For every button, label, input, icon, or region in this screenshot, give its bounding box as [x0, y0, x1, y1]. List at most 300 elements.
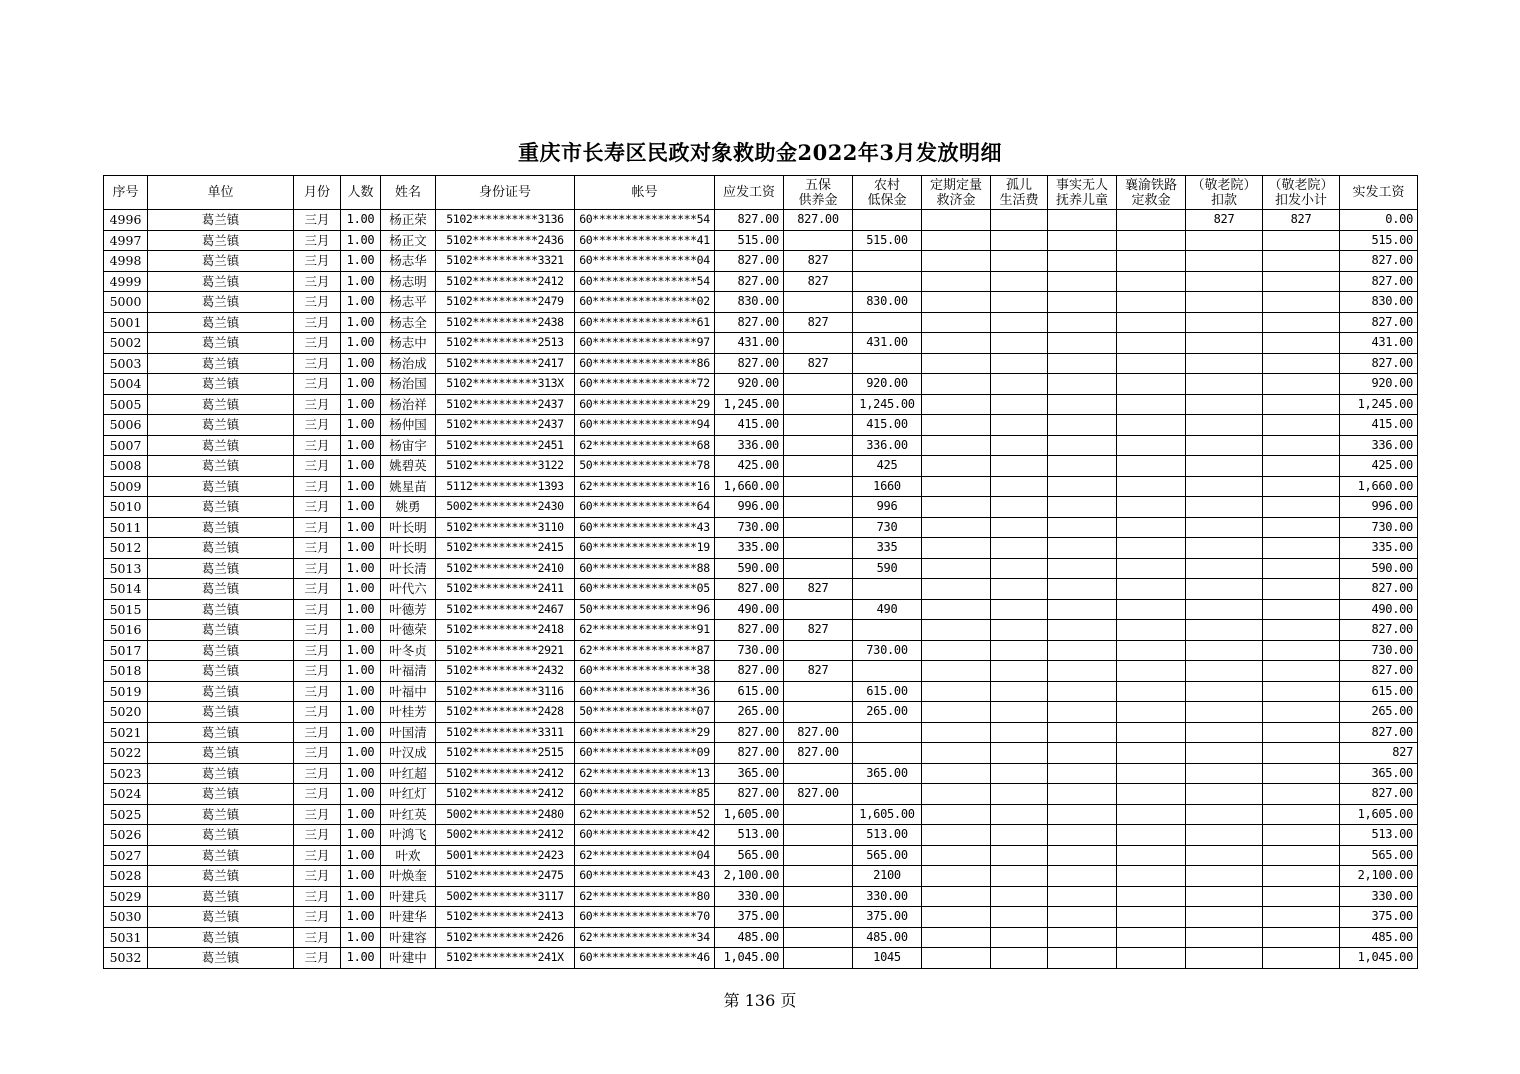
cell-seq: 5021 — [104, 722, 148, 743]
cell-count: 1.00 — [341, 333, 381, 354]
cell-count: 1.00 — [341, 722, 381, 743]
cell-account: 60****************04 — [575, 251, 715, 272]
cell-regular-relief — [922, 251, 991, 272]
cell-regular-relief — [922, 538, 991, 559]
cell-net-pay: 1,245.00 — [1340, 394, 1418, 415]
cell-railway-relief — [1117, 271, 1186, 292]
cell-account: 60****************42 — [575, 825, 715, 846]
cell-dibao: 330.00 — [853, 886, 922, 907]
table-row — [104, 702, 1418, 723]
table-row — [104, 599, 1418, 620]
cell-gross-pay: 513.00 — [715, 825, 784, 846]
cell-name: 叶桂芳 — [381, 702, 436, 723]
table-row — [104, 825, 1418, 846]
cell-regular-relief — [922, 435, 991, 456]
cell-name: 叶福清 — [381, 661, 436, 682]
cell-unsupported-child — [1048, 722, 1117, 743]
cell-count: 1.00 — [341, 476, 381, 497]
cell-account: 62****************13 — [575, 763, 715, 784]
cell-unit: 葛兰镇 — [148, 415, 294, 436]
cell-count: 1.00 — [341, 640, 381, 661]
cell-regular-relief — [922, 456, 991, 477]
cell-id-number: 5102**********2428 — [436, 702, 575, 723]
cell-unit: 葛兰镇 — [148, 374, 294, 395]
cell-net-pay: 415.00 — [1340, 415, 1418, 436]
cell-deduction-subtotal — [1263, 866, 1340, 887]
cell-account: 62****************34 — [575, 927, 715, 948]
cell-railway-relief — [1117, 743, 1186, 764]
cell-orphan — [991, 825, 1048, 846]
cell-seq: 5012 — [104, 538, 148, 559]
cell-deduction — [1186, 435, 1263, 456]
cell-unit: 葛兰镇 — [148, 681, 294, 702]
cell-deduction — [1186, 251, 1263, 272]
cell-wubao: 827 — [784, 661, 853, 682]
table-row — [104, 784, 1418, 805]
cell-id-number: 5102**********3122 — [436, 456, 575, 477]
cell-name: 叶建兵 — [381, 886, 436, 907]
cell-dibao — [853, 271, 922, 292]
cell-count: 1.00 — [341, 825, 381, 846]
table-row — [104, 640, 1418, 661]
cell-name: 叶焕奎 — [381, 866, 436, 887]
cell-gross-pay: 335.00 — [715, 538, 784, 559]
cell-regular-relief — [922, 271, 991, 292]
cell-railway-relief — [1117, 476, 1186, 497]
cell-month: 三月 — [294, 866, 341, 887]
cell-id-number: 5102**********2412 — [436, 271, 575, 292]
cell-unsupported-child — [1048, 292, 1117, 313]
cell-deduction — [1186, 353, 1263, 374]
cell-wubao — [784, 599, 853, 620]
cell-count: 1.00 — [341, 210, 381, 231]
cell-dibao — [853, 312, 922, 333]
table-row — [104, 845, 1418, 866]
cell-unit: 葛兰镇 — [148, 538, 294, 559]
cell-unit: 葛兰镇 — [148, 804, 294, 825]
cell-name: 杨志平 — [381, 292, 436, 313]
cell-name: 杨志明 — [381, 271, 436, 292]
cell-deduction — [1186, 866, 1263, 887]
cell-dibao: 515.00 — [853, 230, 922, 251]
cell-month: 三月 — [294, 558, 341, 579]
cell-id-number: 5102**********2432 — [436, 661, 575, 682]
cell-id-number: 5102**********2426 — [436, 927, 575, 948]
cell-month: 三月 — [294, 722, 341, 743]
table-header-row — [104, 176, 1418, 210]
cell-gross-pay: 375.00 — [715, 907, 784, 928]
cell-name: 叶欢 — [381, 845, 436, 866]
cell-deduction-subtotal — [1263, 271, 1340, 292]
cell-net-pay: 827.00 — [1340, 312, 1418, 333]
cell-id-number: 5102**********2415 — [436, 538, 575, 559]
cell-deduction-subtotal — [1263, 722, 1340, 743]
cell-count: 1.00 — [341, 661, 381, 682]
cell-wubao — [784, 230, 853, 251]
cell-gross-pay: 515.00 — [715, 230, 784, 251]
cell-deduction — [1186, 743, 1263, 764]
cell-unsupported-child — [1048, 517, 1117, 538]
cell-unit: 葛兰镇 — [148, 497, 294, 518]
cell-count: 1.00 — [341, 702, 381, 723]
cell-seq: 5032 — [104, 948, 148, 969]
cell-id-number: 5102**********3321 — [436, 251, 575, 272]
cell-deduction — [1186, 599, 1263, 620]
cell-month: 三月 — [294, 784, 341, 805]
cell-net-pay: 431.00 — [1340, 333, 1418, 354]
cell-month: 三月 — [294, 497, 341, 518]
cell-seq: 5000 — [104, 292, 148, 313]
cell-month: 三月 — [294, 661, 341, 682]
cell-orphan — [991, 517, 1048, 538]
cell-seq: 5028 — [104, 866, 148, 887]
cell-wubao — [784, 948, 853, 969]
cell-unit: 葛兰镇 — [148, 353, 294, 374]
cell-dibao: 335 — [853, 538, 922, 559]
cell-gross-pay: 1,045.00 — [715, 948, 784, 969]
cell-name: 杨治国 — [381, 374, 436, 395]
cell-count: 1.00 — [341, 312, 381, 333]
cell-gross-pay: 830.00 — [715, 292, 784, 313]
cell-deduction: 827 — [1186, 210, 1263, 231]
cell-count: 1.00 — [341, 784, 381, 805]
cell-month: 三月 — [294, 579, 341, 600]
cell-deduction-subtotal — [1263, 292, 1340, 313]
cell-account: 60****************97 — [575, 333, 715, 354]
cell-net-pay: 615.00 — [1340, 681, 1418, 702]
cell-railway-relief — [1117, 907, 1186, 928]
cell-railway-relief — [1117, 681, 1186, 702]
cell-name: 姚勇 — [381, 497, 436, 518]
cell-gross-pay: 920.00 — [715, 374, 784, 395]
cell-month: 三月 — [294, 743, 341, 764]
cell-deduction — [1186, 333, 1263, 354]
cell-count: 1.00 — [341, 763, 381, 784]
cell-wubao: 827 — [784, 579, 853, 600]
cell-dibao: 920.00 — [853, 374, 922, 395]
cell-regular-relief — [922, 886, 991, 907]
cell-unit: 葛兰镇 — [148, 292, 294, 313]
cell-seq: 5007 — [104, 435, 148, 456]
cell-regular-relief — [922, 743, 991, 764]
table-row — [104, 538, 1418, 559]
cell-name: 杨治成 — [381, 353, 436, 374]
cell-deduction-subtotal — [1263, 435, 1340, 456]
cell-unit: 葛兰镇 — [148, 394, 294, 415]
cell-orphan — [991, 886, 1048, 907]
cell-id-number: 5002**********2412 — [436, 825, 575, 846]
cell-count: 1.00 — [341, 948, 381, 969]
cell-wubao — [784, 435, 853, 456]
header-name: 姓名 — [381, 176, 436, 210]
cell-seq: 4999 — [104, 271, 148, 292]
cell-count: 1.00 — [341, 620, 381, 641]
cell-name: 杨治祥 — [381, 394, 436, 415]
cell-name: 叶代六 — [381, 579, 436, 600]
cell-dibao: 1,245.00 — [853, 394, 922, 415]
cell-seq: 5024 — [104, 784, 148, 805]
cell-regular-relief — [922, 599, 991, 620]
table-row — [104, 456, 1418, 477]
table-row — [104, 743, 1418, 764]
cell-count: 1.00 — [341, 353, 381, 374]
cell-net-pay: 730.00 — [1340, 640, 1418, 661]
cell-id-number: 5102**********2412 — [436, 763, 575, 784]
cell-orphan — [991, 948, 1048, 969]
cell-name: 叶德荣 — [381, 620, 436, 641]
cell-unit: 葛兰镇 — [148, 435, 294, 456]
cell-unsupported-child — [1048, 825, 1117, 846]
cell-deduction-subtotal — [1263, 230, 1340, 251]
cell-month: 三月 — [294, 251, 341, 272]
cell-railway-relief — [1117, 374, 1186, 395]
page-title: 重庆市长寿区民政对象救助金2022年3月发放明细 — [517, 140, 1003, 165]
cell-unit: 葛兰镇 — [148, 210, 294, 231]
cell-gross-pay: 996.00 — [715, 497, 784, 518]
cell-deduction-subtotal — [1263, 251, 1340, 272]
cell-orphan — [991, 292, 1048, 313]
cell-account: 62****************04 — [575, 845, 715, 866]
cell-count: 1.00 — [341, 681, 381, 702]
cell-railway-relief — [1117, 251, 1186, 272]
cell-railway-relief — [1117, 784, 1186, 805]
cell-count: 1.00 — [341, 374, 381, 395]
cell-deduction-subtotal — [1263, 886, 1340, 907]
cell-railway-relief — [1117, 599, 1186, 620]
table-row — [104, 374, 1418, 395]
cell-deduction-subtotal — [1263, 948, 1340, 969]
cell-id-number: 5102**********2437 — [436, 394, 575, 415]
cell-net-pay: 827.00 — [1340, 579, 1418, 600]
cell-seq: 4998 — [104, 251, 148, 272]
cell-seq: 5015 — [104, 599, 148, 620]
cell-count: 1.00 — [341, 804, 381, 825]
cell-gross-pay: 1,605.00 — [715, 804, 784, 825]
cell-orphan — [991, 312, 1048, 333]
cell-regular-relief — [922, 230, 991, 251]
cell-orphan — [991, 927, 1048, 948]
header-net-pay: 实发工资 — [1340, 176, 1418, 210]
cell-net-pay: 996.00 — [1340, 497, 1418, 518]
cell-unsupported-child — [1048, 948, 1117, 969]
cell-gross-pay: 490.00 — [715, 599, 784, 620]
cell-gross-pay: 615.00 — [715, 681, 784, 702]
cell-unit: 葛兰镇 — [148, 661, 294, 682]
cell-id-number: 5102**********2410 — [436, 558, 575, 579]
cell-month: 三月 — [294, 415, 341, 436]
cell-seq: 5010 — [104, 497, 148, 518]
cell-regular-relief — [922, 825, 991, 846]
cell-deduction — [1186, 948, 1263, 969]
cell-wubao — [784, 702, 853, 723]
cell-deduction — [1186, 620, 1263, 641]
cell-deduction — [1186, 517, 1263, 538]
cell-count: 1.00 — [341, 456, 381, 477]
cell-net-pay: 485.00 — [1340, 927, 1418, 948]
cell-deduction — [1186, 681, 1263, 702]
cell-deduction-subtotal — [1263, 763, 1340, 784]
cell-unsupported-child — [1048, 702, 1117, 723]
table-row — [104, 312, 1418, 333]
cell-net-pay: 335.00 — [1340, 538, 1418, 559]
cell-unsupported-child — [1048, 435, 1117, 456]
cell-account: 60****************88 — [575, 558, 715, 579]
cell-wubao — [784, 538, 853, 559]
cell-month: 三月 — [294, 538, 341, 559]
cell-dibao: 730 — [853, 517, 922, 538]
cell-unsupported-child — [1048, 353, 1117, 374]
cell-month: 三月 — [294, 927, 341, 948]
cell-count: 1.00 — [341, 517, 381, 538]
cell-deduction — [1186, 497, 1263, 518]
cell-dibao: 425 — [853, 456, 922, 477]
cell-seq: 5002 — [104, 333, 148, 354]
cell-net-pay: 590.00 — [1340, 558, 1418, 579]
cell-unsupported-child — [1048, 374, 1117, 395]
cell-wubao: 827 — [784, 251, 853, 272]
header-wubao: 五保 供养金 — [784, 176, 853, 210]
cell-regular-relief — [922, 353, 991, 374]
cell-dibao: 431.00 — [853, 333, 922, 354]
cell-month: 三月 — [294, 804, 341, 825]
cell-unsupported-child — [1048, 456, 1117, 477]
cell-name: 叶红超 — [381, 763, 436, 784]
cell-month: 三月 — [294, 210, 341, 231]
cell-deduction-subtotal — [1263, 312, 1340, 333]
cell-gross-pay: 827.00 — [715, 579, 784, 600]
relief-fund-table — [103, 175, 1418, 969]
cell-unsupported-child — [1048, 907, 1117, 928]
cell-count: 1.00 — [341, 230, 381, 251]
table-row — [104, 353, 1418, 374]
cell-wubao: 827 — [784, 312, 853, 333]
cell-seq: 5001 — [104, 312, 148, 333]
cell-net-pay: 827.00 — [1340, 722, 1418, 743]
table-row — [104, 661, 1418, 682]
cell-name: 杨仲国 — [381, 415, 436, 436]
cell-seq: 5003 — [104, 353, 148, 374]
cell-unit: 葛兰镇 — [148, 702, 294, 723]
cell-dibao: 265.00 — [853, 702, 922, 723]
cell-unsupported-child — [1048, 845, 1117, 866]
cell-railway-relief — [1117, 415, 1186, 436]
cell-name: 叶长明 — [381, 517, 436, 538]
cell-gross-pay: 590.00 — [715, 558, 784, 579]
cell-net-pay: 827.00 — [1340, 251, 1418, 272]
cell-gross-pay: 730.00 — [715, 640, 784, 661]
cell-id-number: 5102**********2411 — [436, 579, 575, 600]
cell-regular-relief — [922, 681, 991, 702]
cell-gross-pay: 827.00 — [715, 784, 784, 805]
cell-unsupported-child — [1048, 743, 1117, 764]
table-row — [104, 394, 1418, 415]
cell-wubao — [784, 866, 853, 887]
cell-orphan — [991, 681, 1048, 702]
cell-wubao — [784, 927, 853, 948]
cell-deduction — [1186, 763, 1263, 784]
cell-deduction-subtotal — [1263, 804, 1340, 825]
cell-deduction — [1186, 579, 1263, 600]
cell-unit: 葛兰镇 — [148, 620, 294, 641]
cell-unsupported-child — [1048, 784, 1117, 805]
cell-unit: 葛兰镇 — [148, 558, 294, 579]
cell-wubao — [784, 907, 853, 928]
cell-regular-relief — [922, 517, 991, 538]
cell-regular-relief — [922, 312, 991, 333]
cell-seq: 5013 — [104, 558, 148, 579]
cell-id-number: 5102**********2412 — [436, 784, 575, 805]
cell-railway-relief — [1117, 312, 1186, 333]
cell-count: 1.00 — [341, 415, 381, 436]
cell-regular-relief — [922, 620, 991, 641]
cell-seq: 5017 — [104, 640, 148, 661]
cell-id-number: 5102**********2413 — [436, 907, 575, 928]
cell-deduction-subtotal — [1263, 702, 1340, 723]
cell-unsupported-child — [1048, 886, 1117, 907]
cell-railway-relief — [1117, 620, 1186, 641]
table-row — [104, 927, 1418, 948]
cell-net-pay: 920.00 — [1340, 374, 1418, 395]
cell-count: 1.00 — [341, 251, 381, 272]
cell-account: 60****************05 — [575, 579, 715, 600]
cell-unsupported-child — [1048, 333, 1117, 354]
cell-month: 三月 — [294, 435, 341, 456]
cell-regular-relief — [922, 907, 991, 928]
cell-regular-relief — [922, 763, 991, 784]
cell-month: 三月 — [294, 271, 341, 292]
cell-orphan — [991, 907, 1048, 928]
cell-railway-relief — [1117, 825, 1186, 846]
cell-name: 杨志全 — [381, 312, 436, 333]
cell-id-number: 5102**********2437 — [436, 415, 575, 436]
cell-dibao — [853, 579, 922, 600]
cell-railway-relief — [1117, 579, 1186, 600]
cell-orphan — [991, 333, 1048, 354]
cell-seq: 5023 — [104, 763, 148, 784]
cell-seq: 5026 — [104, 825, 148, 846]
cell-name: 杨正荣 — [381, 210, 436, 231]
cell-dibao — [853, 251, 922, 272]
cell-railway-relief — [1117, 886, 1186, 907]
cell-id-number: 5001**********2423 — [436, 845, 575, 866]
cell-orphan — [991, 702, 1048, 723]
cell-unsupported-child — [1048, 558, 1117, 579]
cell-wubao: 827.00 — [784, 210, 853, 231]
cell-deduction — [1186, 825, 1263, 846]
cell-unsupported-child — [1048, 599, 1117, 620]
cell-unit: 葛兰镇 — [148, 866, 294, 887]
cell-month: 三月 — [294, 681, 341, 702]
table-row — [104, 333, 1418, 354]
cell-regular-relief — [922, 415, 991, 436]
cell-gross-pay: 827.00 — [715, 251, 784, 272]
cell-id-number: 5102**********2475 — [436, 866, 575, 887]
cell-deduction-subtotal — [1263, 476, 1340, 497]
cell-wubao — [784, 763, 853, 784]
cell-dibao: 996 — [853, 497, 922, 518]
cell-orphan — [991, 456, 1048, 477]
cell-gross-pay: 730.00 — [715, 517, 784, 538]
cell-deduction — [1186, 886, 1263, 907]
cell-month: 三月 — [294, 333, 341, 354]
cell-account: 60****************70 — [575, 907, 715, 928]
cell-unsupported-child — [1048, 497, 1117, 518]
cell-deduction-subtotal: 827 — [1263, 210, 1340, 231]
header-seq: 序号 — [104, 176, 148, 210]
cell-wubao — [784, 845, 853, 866]
table-row — [104, 230, 1418, 251]
header-regular-relief: 定期定量 救济金 — [922, 176, 991, 210]
